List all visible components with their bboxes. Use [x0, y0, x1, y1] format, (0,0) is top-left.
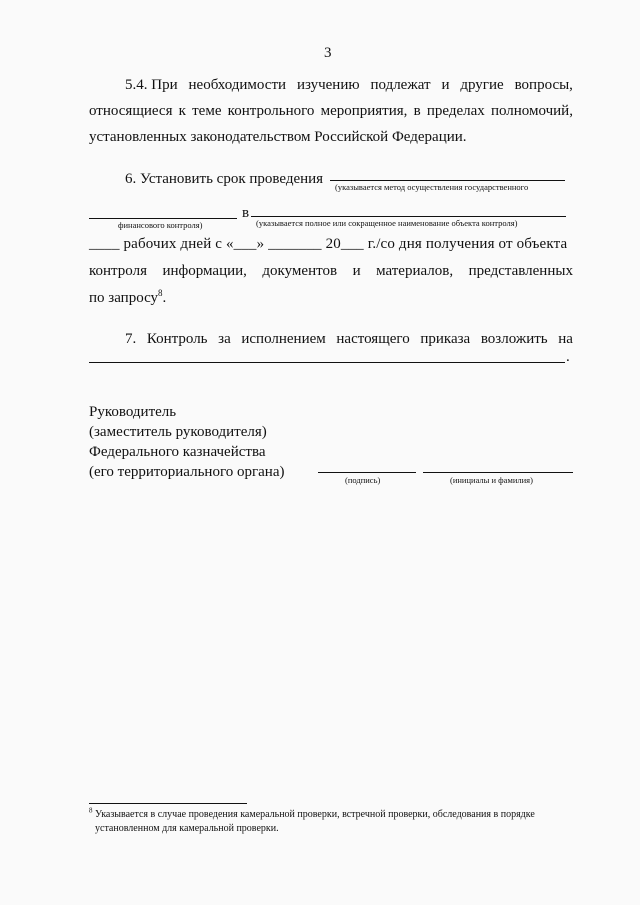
word: за — [218, 331, 231, 347]
word: другие — [460, 77, 504, 93]
p54-line1 — [125, 76, 573, 94]
p54-line2 — [89, 102, 573, 120]
word: документов — [262, 263, 338, 279]
hint-method: (указывается метод осуществления государственного — [335, 182, 529, 192]
p54-line3: установленных законодательством Российской Федерации. — [89, 129, 467, 145]
signature-line — [318, 472, 416, 473]
footnote-line1 — [89, 808, 535, 822]
blank-line-method — [330, 180, 565, 181]
word-v: в — [242, 205, 250, 221]
p7-line1 — [125, 330, 573, 348]
word: материалов, — [376, 263, 454, 279]
word: подлежат — [370, 77, 431, 93]
p6-line5 — [89, 289, 166, 307]
signature-title-1: Руководитель — [89, 404, 177, 420]
word: возложить — [480, 331, 548, 347]
word: к — [178, 103, 186, 119]
p6-line4 — [89, 262, 573, 280]
p6-line3: ____ рабочих дней с «___» _______ 20___ г./со дня получения от объекта — [89, 236, 568, 252]
word: приказа — [420, 331, 471, 347]
signature-title-4: (его территориального органа) — [89, 464, 285, 480]
hint-fin: финансового контроля) — [118, 220, 203, 230]
word: мероприятия, — [320, 103, 408, 119]
footnote-ref: 8 — [158, 288, 163, 298]
blank-line-object — [251, 216, 566, 217]
signature-title-3: Федерального казначейства — [89, 444, 266, 460]
word: контроля — [89, 263, 147, 279]
word: и — [441, 77, 450, 93]
footnote-marker: 8 — [89, 806, 93, 815]
p7-end-dot: . — [566, 349, 570, 365]
word: пределах — [426, 103, 485, 119]
p6-line5-end: . — [162, 290, 167, 306]
page-number: 3 — [324, 45, 332, 61]
blank-line-responsible — [89, 362, 565, 363]
footnote-line2: установленном для камеральной проверки. — [95, 823, 279, 834]
word: контрольного — [227, 103, 315, 119]
word: представленных — [468, 263, 573, 279]
p6-line1: 6. Установить срок проведения — [125, 171, 324, 187]
word: и — [352, 263, 361, 279]
hint-signature: (подпись) — [345, 475, 381, 485]
word: изучению — [296, 77, 360, 93]
footnote-separator — [89, 803, 247, 804]
word: необходимости — [188, 77, 287, 93]
footnote-text-1: Указывается в случае проведения камеральной проверки, встречной проверки, обследования в порядке — [95, 809, 535, 820]
word: полномочий, — [490, 103, 573, 119]
name-line — [423, 472, 573, 473]
blank-line-fin — [89, 218, 237, 219]
word: относящиеся — [89, 103, 173, 119]
word: Контроль — [146, 331, 208, 347]
word: настоящего — [336, 331, 410, 347]
word: на — [558, 331, 573, 347]
p6-line5-text: по запросу — [89, 290, 159, 306]
signature-title-2: (заместитель руководителя) — [89, 424, 267, 440]
word: 7. — [125, 331, 137, 347]
word: вопросы, — [514, 77, 573, 93]
word: в — [413, 103, 421, 119]
hint-object: (указывается полное или сокращенное наименование объекта контроля) — [256, 218, 518, 228]
word: 5.4. При — [125, 77, 178, 93]
word: информации, — [162, 263, 247, 279]
word: исполнением — [241, 331, 326, 347]
word: теме — [192, 103, 222, 119]
hint-name: (инициалы и фамилия) — [450, 475, 533, 485]
